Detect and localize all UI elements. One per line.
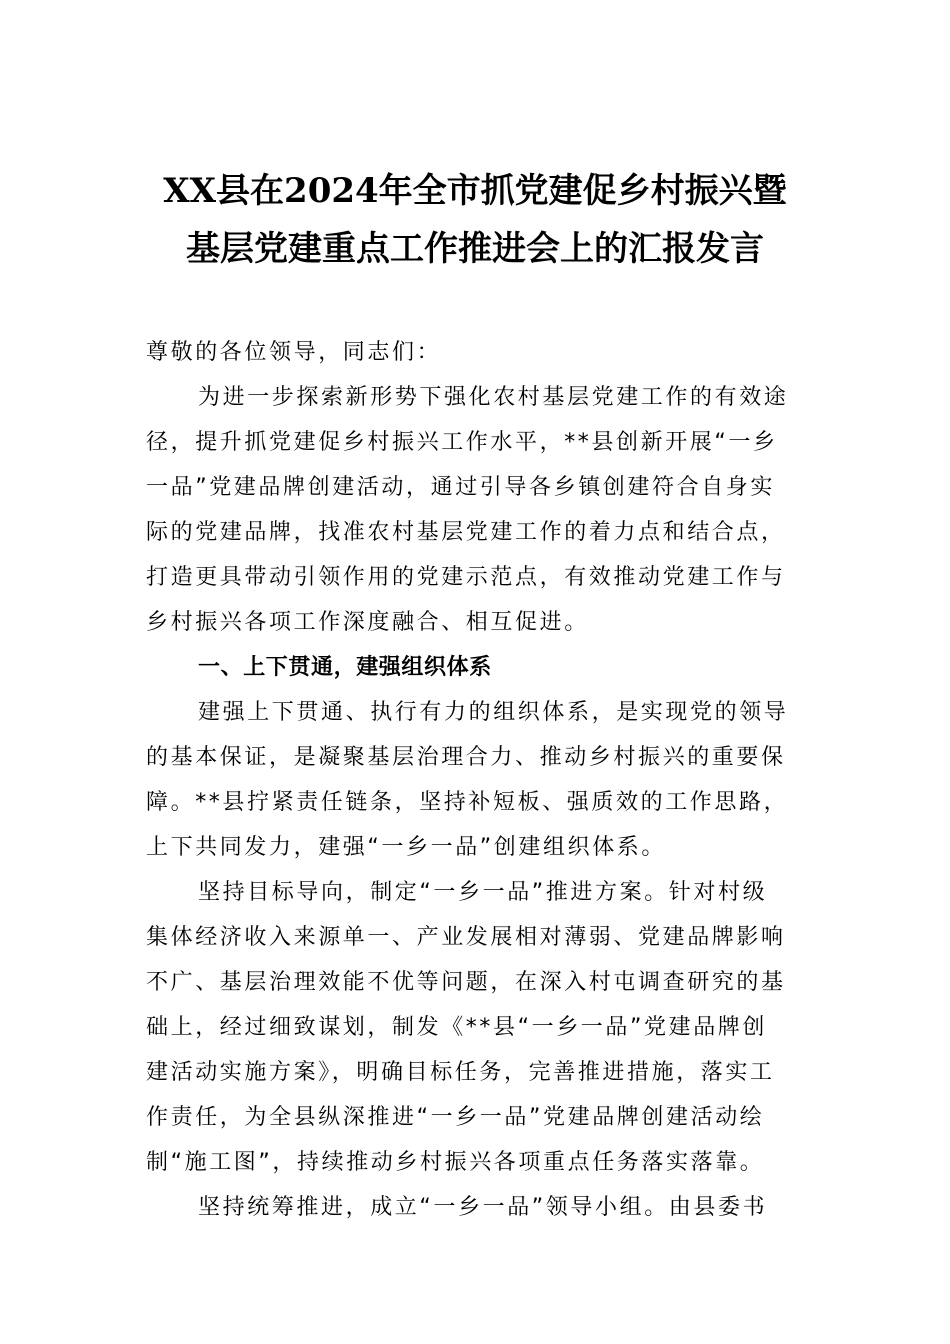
paragraph-line: 集体经济收入来源单一、产业发展相对薄弱、党建品牌影响 xyxy=(146,925,786,950)
document-body xyxy=(146,330,810,1230)
section1-paragraph-3 xyxy=(146,1185,810,1230)
intro-paragraph xyxy=(146,375,810,645)
section1-paragraph-1 xyxy=(146,690,810,870)
paragraph-line: 的基本保证，是凝聚基层治理合力、推动乡村振兴的重要保 xyxy=(146,745,786,770)
paragraph-line: 径，提升抓党建促乡村振兴工作水平，**县创新开展“一乡 xyxy=(146,430,778,455)
paragraph-line: 不广、基层治理效能不优等问题，在深入村屯调查研究的基 xyxy=(146,970,786,995)
title-line-1: XX县在2024年全市抓党建促乡村振兴暨 xyxy=(163,171,787,211)
paragraph-line: 坚持统筹推进，成立“一乡一品”领导小组。由县委书 xyxy=(198,1195,768,1220)
paragraph-line: 为进一步探索新形势下强化农村基层党建工作的有效途 xyxy=(198,385,789,410)
section1-paragraph-2 xyxy=(146,870,810,1185)
title-line-2: 基层党建重点工作推进会上的汇报发言 xyxy=(186,229,764,269)
paragraph-line: 一品”党建品牌创建活动，通过引导各乡镇创建符合自身实 xyxy=(146,475,775,500)
paragraph-line: 础上，经过细致谋划，制发《**县“一乡一品”党建品牌创 xyxy=(146,1015,767,1040)
paragraph-line: 际的党建品牌，找准农村基层党建工作的着力点和结合点， xyxy=(146,520,786,545)
paragraph-line: 坚持目标导向，制定“一乡一品”推进方案。针对村级 xyxy=(198,880,768,905)
paragraph-line: 障。**县拧紧责任链条，坚持补短板、强质效的工作思路， xyxy=(146,790,789,815)
salutation: 尊敬的各位领导，同志们： xyxy=(146,340,442,365)
paragraph-line: 建活动实施方案》，明确目标任务，完善推进措施，落实工 xyxy=(146,1060,775,1085)
paragraph-line: 作责任，为全县纵深推进“一乡一品”党建品牌创建活动绘 xyxy=(146,1105,765,1130)
document-title xyxy=(0,162,950,278)
paragraph-line: 建强上下贯通、执行有力的组织体系，是实现党的领导 xyxy=(198,700,789,725)
paragraph-line: 制“施工图”，持续推动乡村振兴各项重点任务落实落靠。 xyxy=(146,1150,765,1175)
section-heading: 一、上下贯通，建强组织体系 xyxy=(198,655,492,680)
paragraph-line: 上下共同发力，建强“一乡一品”创建组织体系。 xyxy=(146,835,666,860)
paragraph-line: 打造更具带动引领作用的党建示范点，有效推动党建工作与 xyxy=(146,565,786,590)
paragraph-line: 乡村振兴各项工作深度融合、相互促进。 xyxy=(146,610,589,635)
